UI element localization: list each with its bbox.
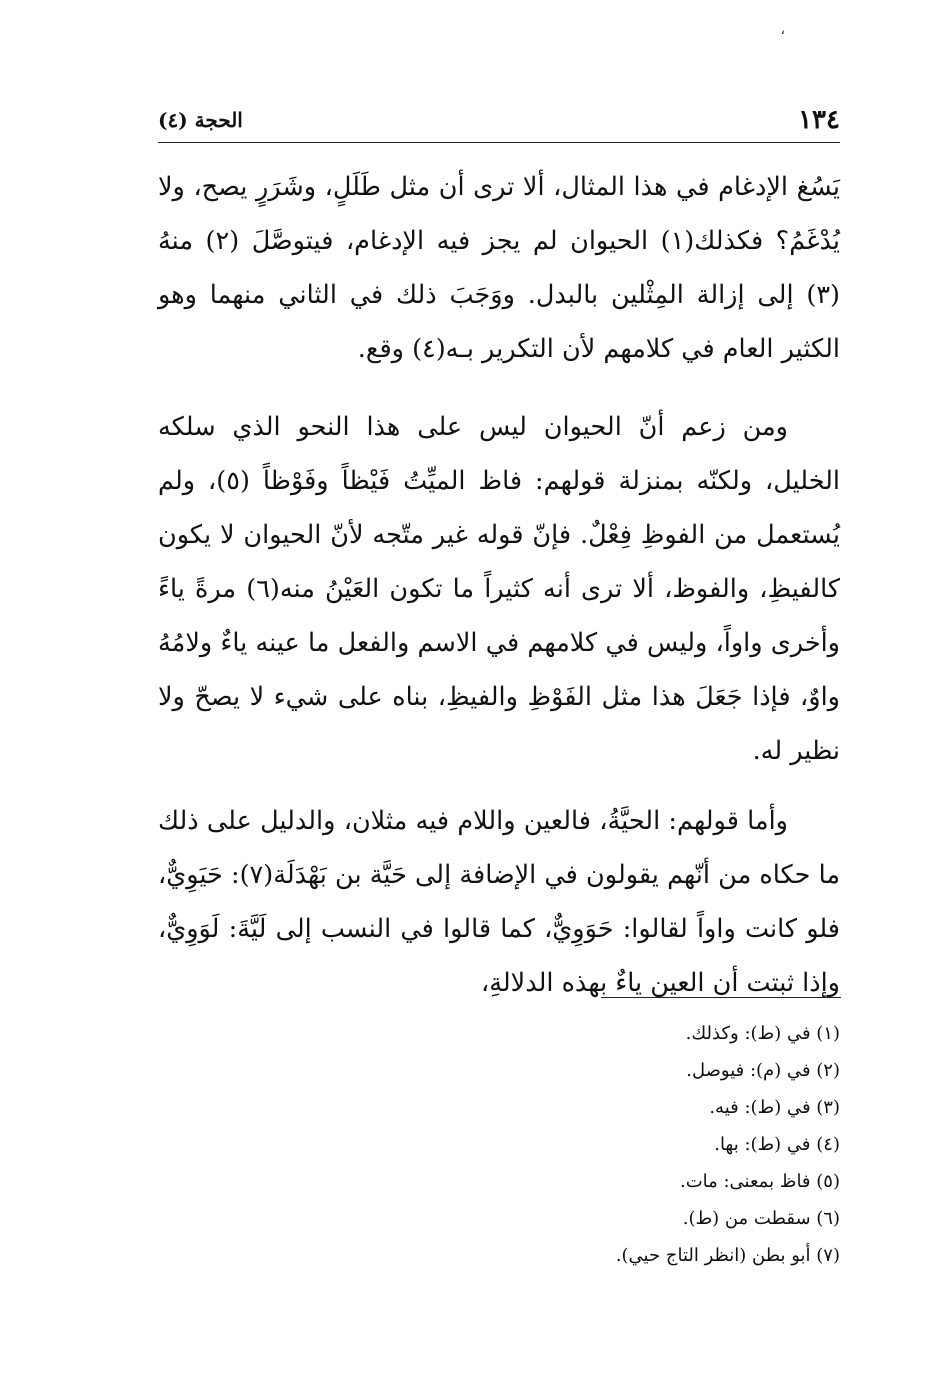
page-number: ١٣٤ (798, 105, 840, 135)
footnote: (١) في (ط): وكذلك. (685, 1023, 840, 1044)
footnote: (٣) في (ط): فيه. (709, 1097, 840, 1118)
footnotes-list (240, 1015, 840, 1274)
paragraph: يَسُغ الإدغام في هذا المثال، ألا ترى أن مثل طَلَلٍ، وشَرَرٍ يصح، ولا يُدْغَمُ؟ فكذلك(١) الحيوان لم يجز فيه الإدغام، فيتوصَّلَ (٢) منهُ (٣) إلى إزالة المِثْلين بالبدل. ووَجَبَ ذلك في الثاني منهما وهو الكثير العام في كلامهم لأن التكرير بـه(٤) وقع. (158, 172, 840, 364)
body-text (158, 160, 840, 1010)
corner-mark: ، (780, 22, 785, 38)
footnote-divider (601, 997, 841, 998)
paragraph: ومن زعم أنّ الحيوان ليس على هذا النحو الذي سلكه الخليل، ولكنّه بمنزلة قولهم: فاظ الميِّتُ فَيْظاً وفَوْظاً (٥)، ولم يُستعمل من الفوظِ فِعْلٌ. فإنّ قوله غير متّجه لأنّ الحيوان لا يكون كالفيظِ، والفوظ، ألا ترى أنه كثيراً ما تكون العَيْنُ منه(٦) مرةً ياءً وأخرى واواً، وليس في كلامهم في الاسم والفعل ما عينه ياءٌ ولامُهُ واوٌ، فإذا جَعَلَ هذا مثل الفَوْظِ والفيظِ، بناه على شيء لا يصحّ ولا نظير له. (158, 412, 841, 766)
footnote: (٤) في (ط): بها. (714, 1134, 840, 1155)
footnote: (٦) سقطت من (ط). (682, 1208, 840, 1229)
page-header (158, 100, 840, 143)
footnote: (٢) في (م): فيوصل. (686, 1060, 840, 1081)
footnote: (٧) أبو بطن (انظر التاج حيي). (615, 1245, 840, 1266)
paragraph: وأما قولهم: الحيَّةُ، فالعين واللام فيه مثلان، والدليل على ذلك ما حكاه من أنّهم يقولون في الإضافة إلى حَيَّة بن بَهْدَلَة(٧): حَيَوِيٌّ، فلو كانت واواً لقالوا: حَوَوِيٌّ، كما قالوا في النسب إلى لَيَّةَ: لَوَوِيٌّ، وإذا ثبتت أن العين ياءٌ بهذه الدلالةِ، (158, 806, 840, 998)
footnote: (٥) فاظ بمعنى: مات. (679, 1171, 840, 1192)
running-title: الحجة (٤) (158, 108, 243, 132)
